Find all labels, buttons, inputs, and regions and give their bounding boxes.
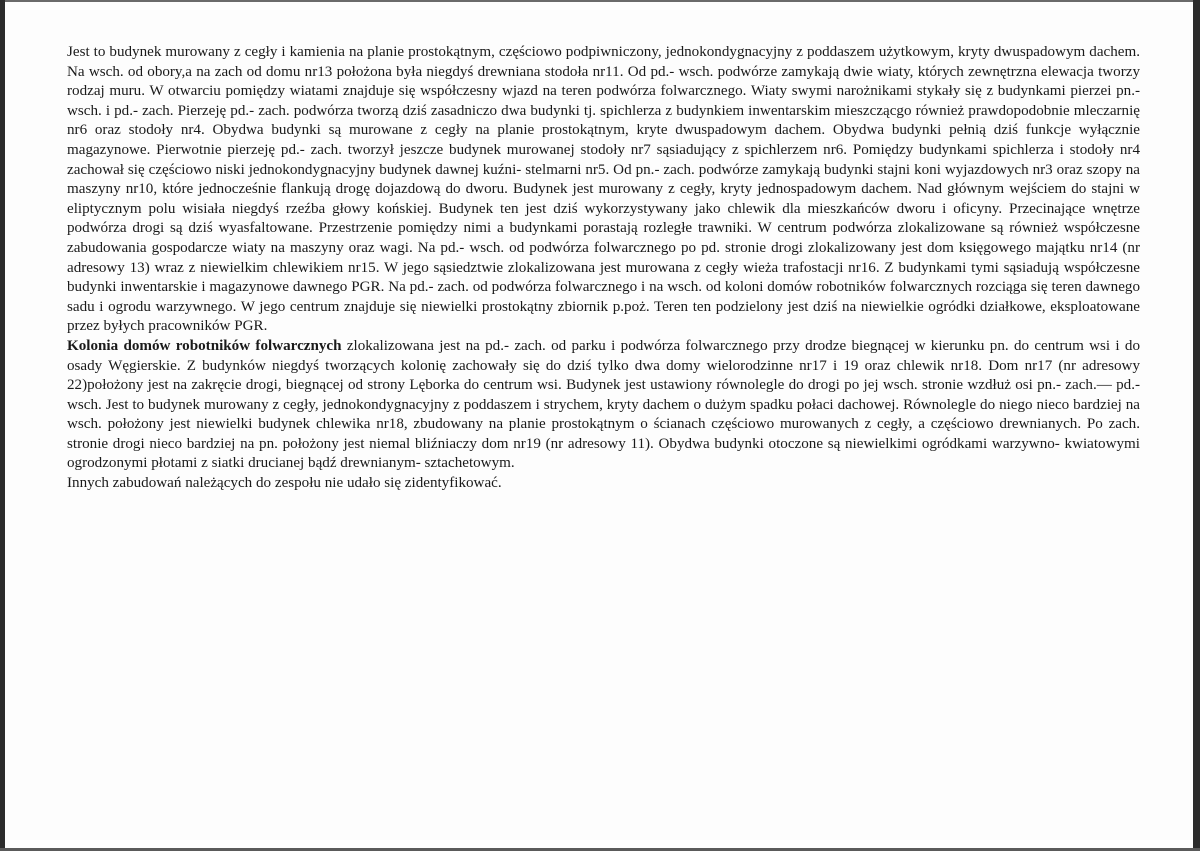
paragraph-colony-text: zlokalizowana jest na pd.- zach. od parku i podwórza folwarcznego przy drodze biegnącej w kierunku pn. do centrum wsi i do osady Węgierskie. Z budynków niegdyś tworzących kolonię zachowały się do dziś tylko dwa domy wielorodzinne nr17 i 19 oraz chlewik nr18. Dom nr17 (nr adresowy 22)położony jest na zakręcie drogi, biegnącej od strony Lęborka do centrum wsi. Budynek jest ustawiony równolegle do drogi po jej wsch. stronie wzdłuż osi pn.- zach.— pd.- wsch. Jest to budynek murowany z cegły, jednokondygnacyjny z poddaszem i strychem, kryty dachem o dużym spadku połaci dachowej. Równolegle do niego nieco bardziej na wsch. położony jest niewielki budynek chlewika nr18, zbudowany na planie prostokątnym o ścianach częściowo murowanych z cegły, a częściowo drewnianych. Po zach. stronie drogi nieco bardziej na pn. położony jest niemal bliźniaczy dom nr19 (nr adresowy 11). Obydwa budynki otoczone są niewielkimi ogródkami warzywno- kwiatowymi ogrodzonymi płotami z siatki drucianej bądź drewnianym- sztachetowym. (67, 337, 1141, 472)
scan-edge-right (1193, 0, 1200, 851)
scan-edge-top (0, 0, 1200, 2)
paragraph-closing: Innych zabudowań należących do zespołu nie udało się zidentyfikować. (67, 475, 502, 492)
document-body (67, 43, 1140, 494)
paragraph-workers-colony (67, 337, 1140, 474)
paragraph-farm-buildings: Jest to budynek murowany z cegły i kamienia na planie prostokątnym, częściowo podpiwniczony, jednokondygnacyjny z poddaszem użytkowym, kryty dwuspadowym dachem. Na wsch. od obory,a na zach od domu nr13 położona była niegdyś drewniana stodoła nr11. Od pd.- wsch. podwórze zamykają dwie wiaty, których zewnętrzna elewacja tworzy rodzaj muru. W otwarciu pomiędzy wiatami znajduje się współczesny wjazd na teren podwórza folwarcznego. Wiaty swymi narożnikami stykały się z budynkami pierzei pn.- wsch. i pd.- zach. Pierzeję pd.- zach. podwórza tworzą dziś zasadniczo dwa budynki tj. spichlerza z budynkiem inwentarskim mieszczącgo również prawdopodobnie mleczarnię nr6 oraz stodoły nr4. Obydwa budynki są murowane z cegły na planie prostokątnym, kryte dwuspadowym dachem. Obydwa budynki pełnią dziś funkcje wyłącznie magazynowe. Pierwotnie pierzeję pd.- zach. tworzył jeszcze budynek murowanej stodoły nr7 sąsiadujący z spichlerzem nr6. Pomiędzy budynkami spichlerza i stodoły nr4 zachował się częściowo niski jednokondygnacyjny budynek dawnej kuźni- stelmarni nr5. Od pn.- zach. podwórze zamykają budynki stajni koni wyjazdowych nr3 oraz szopy na maszyny nr10, które jednocześnie flankują drogę dojazdową do dworu. Budynek jest murowany z cegły, kryty jednospadowym dachem. Nad głównym wejściem do stajni w eliptycznym polu wisiała niegdyś rzeźba głowy końskiej. Budynek ten jest dziś wykorzystywany jako chlewik dla mieszkańców dworu i oficyny. Przecinające wnętrze podwórza drogi są dziś wyasfaltowane. Przestrzenie pomiędzy nimi a budynkami porastają rozległe trawniki. W centrum podwórza zlokalizowane są również współczesne zabudowania gospodarcze wiaty na maszyny oraz wagi. Na pd.- wsch. od podwórza folwarcznego po pd. stronie drogi zlokalizowany jest dom księgowego majątku nr14 (nr adresowy 13) wraz z niewielkim chlewikiem nr15. W jego sąsiedztwie zlokalizowana jest murowana z cegły wieża trafostacji nr16. Z budynkami tymi sąsiadują współczesne budynki inwentarskie i magazynowe dawnego PGR. Na pd.- zach. od podwórza folwarcznego i na wsch. od koloni domów robotników folwarcznych rozciąga się teren dawnego sadu i ogrodu warzywnego. W jego centrum znajduje się niewielki prostokątny zbiornik p.poż. Teren ten podzielony jest dziś na niewielkie ogródki działkowe, eksploatowane przez byłych pracowników PGR. (67, 44, 1140, 335)
paragraph-lead-heading: Kolonia domów robotników folwarcznych (67, 337, 342, 354)
scan-edge-left (0, 0, 5, 851)
